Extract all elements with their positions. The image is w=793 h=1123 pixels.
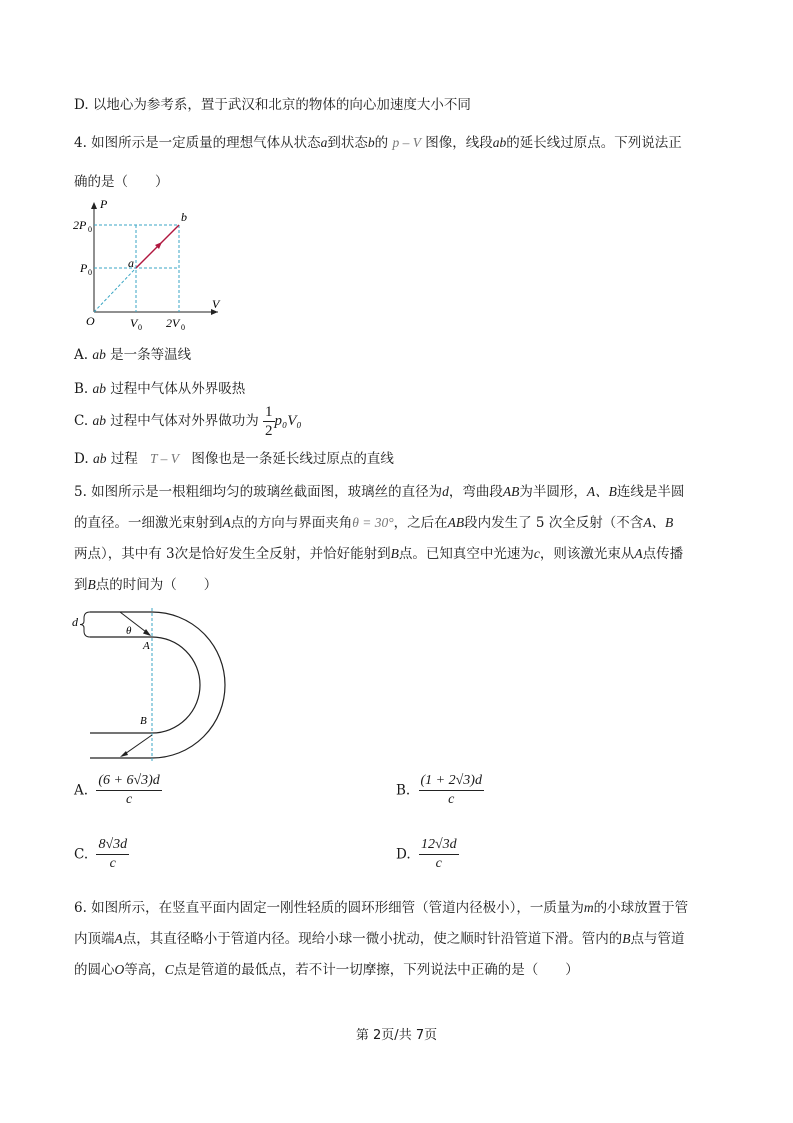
tick-p0: P — [80, 261, 88, 275]
fraction-denominator: c — [109, 856, 116, 871]
q6-text: 点与管道 — [630, 931, 685, 947]
q5-symbol-b: B — [87, 577, 96, 592]
q5-text: ，则该激光束从 — [539, 546, 635, 562]
tv-label: T – V — [150, 451, 180, 466]
tick-v0: V — [130, 316, 138, 330]
q5-symbol-c: c — [533, 546, 540, 561]
q5-text: 点的方向与界面夹角 — [230, 515, 353, 531]
option-text: 过程中气体从外界吸热 — [110, 381, 246, 397]
label-d: d — [72, 615, 78, 629]
q5-symbol-a-b: A、B — [643, 515, 674, 530]
page-footer: 第 2页/共 7页 — [355, 1028, 438, 1043]
option-prefix: D. — [396, 846, 411, 863]
q4-stem-line-2: 确的是（ ） — [74, 174, 169, 190]
fraction-numerator: 1 — [265, 404, 273, 420]
extension-line — [94, 268, 136, 312]
q4-option-b[interactable] — [74, 379, 245, 399]
q5-symbol-a: A — [634, 546, 643, 561]
q6-stem-line-1 — [74, 898, 688, 918]
fraction-denominator: 2 — [265, 423, 273, 439]
fraction-numerator: 8√3d — [96, 836, 129, 855]
q5-text: 到 — [74, 577, 88, 593]
fraction-numerator: (6 + 6√3)d — [96, 772, 161, 791]
label-a: A — [143, 640, 150, 652]
option-prefix: A. — [74, 782, 89, 799]
q4-option-c[interactable] — [74, 403, 302, 440]
q5-stem-line-2 — [74, 513, 673, 533]
option-symbol: ab — [92, 413, 106, 428]
fraction-denominator: c — [125, 792, 133, 807]
q5-symbol-a-b: A、B — [586, 484, 617, 499]
q4-option-d[interactable] — [74, 449, 394, 469]
tick-2v0: 2V — [166, 316, 180, 330]
option-fraction — [96, 772, 161, 809]
q6-text: 内顶端 — [74, 931, 115, 947]
q6-stem-line-3 — [74, 960, 579, 980]
q5-symbol-ab: AB — [447, 515, 465, 530]
q5-text: ，之后在 — [393, 515, 448, 531]
prev-option-d: D. 以地心为参考系，置于武汉和北京的物体的向心加速度大小不同 — [74, 97, 471, 113]
q6-text: 点是管道的最低点，若不计一切摩擦，下列说法中正确的是（ ） — [173, 962, 579, 978]
q4-symbol-b: b — [367, 135, 375, 150]
q5-glass-fiber-figure — [70, 604, 240, 764]
q5-theta-value: θ = 30° — [352, 515, 394, 530]
q4-stem-text: 的 — [374, 135, 389, 151]
q5-symbol-b: B — [390, 546, 399, 561]
tick-2v0-sub: 0 — [181, 323, 185, 332]
q5-option-b[interactable] — [396, 772, 484, 809]
q4-pv-graph — [70, 196, 230, 336]
q4-stem-text: 的延长线过原点。下列说法正 — [506, 135, 682, 151]
q5-stem-line-3 — [74, 544, 683, 564]
q5-text: 的直径。一细激光束射到 — [74, 515, 223, 531]
q6-symbol-m: m — [583, 900, 594, 915]
option-prefix: B. — [396, 782, 411, 799]
q6-symbol-a: A — [114, 931, 123, 946]
option-text: 图像也是一条延长线过原点的直线 — [191, 451, 394, 467]
option-symbol: ab — [92, 381, 107, 396]
axis-label-p: P — [100, 197, 108, 211]
q5-text: 两点），其中有 3次是恰好发生全反射，并恰好能射到 — [74, 546, 391, 562]
origin-label: O — [86, 314, 95, 328]
q4-stem-text: 4. 如图所示是一定质量的理想气体从状态 — [74, 135, 321, 151]
q5-option-d[interactable] — [396, 836, 459, 873]
q6-symbol-b: B — [622, 931, 631, 946]
q5-stem-line-4 — [74, 575, 217, 595]
option-text: 过程中气体对外界做功为 — [110, 413, 259, 429]
q4-option-a[interactable] — [74, 345, 191, 365]
q4-symbol-ab: ab — [492, 135, 507, 150]
q5-text: 5. 如图所示是一根粗细均匀的玻璃丝截面图，玻璃丝的直径为 — [74, 484, 443, 500]
option-fraction — [419, 772, 484, 809]
fraction-denominator: c — [435, 856, 442, 871]
point-b-label: b — [181, 210, 187, 224]
option-prefix: C. — [74, 413, 89, 429]
q5-text: 点。已知真空中光速为 — [398, 546, 534, 562]
option-fraction — [96, 836, 129, 873]
label-b: B — [140, 715, 147, 727]
q4-stem-text: 图像，线段 — [425, 135, 493, 151]
option-symbol: ab — [92, 451, 107, 466]
option-prefix: B. — [74, 381, 89, 397]
option-prefix: A. — [74, 347, 89, 363]
fraction-numerator: 12√3d — [419, 836, 459, 855]
point-a-label: a — [128, 256, 134, 270]
q5-text: ，弯曲段 — [448, 484, 503, 500]
q6-text: 6. 如图所示，在竖直平面内固定一刚性轻质的圆环形细管（管道内径极小），一质量为 — [74, 900, 584, 916]
q5-text: 连线是半圆 — [616, 484, 685, 500]
q6-text: 等高， — [124, 962, 165, 978]
fraction-half — [263, 403, 275, 440]
exit-arrow-icon — [120, 751, 128, 757]
q6-text: 的圆心 — [74, 962, 115, 978]
option-symbol: ab — [92, 347, 106, 362]
option-fraction — [419, 836, 459, 873]
q5-text: 为半圆形， — [519, 484, 587, 500]
q5-option-c[interactable] — [74, 836, 129, 873]
q5-stem-line-1 — [74, 482, 684, 502]
q4-stem-line-1 — [74, 133, 682, 153]
q5-text: 点传播 — [642, 546, 684, 562]
diameter-brace — [80, 612, 90, 637]
work-expression: p₀V₀ — [274, 413, 302, 429]
option-prefix: D. — [74, 451, 89, 467]
tick-p0-sub: 0 — [88, 268, 92, 277]
q6-text: 的小球放置于管 — [593, 900, 689, 916]
q5-option-a[interactable] — [74, 772, 162, 809]
option-text: 过程 — [110, 451, 138, 467]
label-theta: θ — [126, 625, 132, 637]
tick-2p0-sub: 0 — [88, 225, 92, 234]
q5-symbol-d: d — [442, 484, 449, 499]
option-text: 是一条等温线 — [110, 347, 192, 363]
option-prefix: C. — [74, 846, 89, 863]
q6-text: 点，其直径略小于管道内径。现给小球一微小扰动，使之顺时针沿管道下滑。管内的 — [122, 931, 623, 947]
axis-label-v: V — [212, 297, 220, 311]
fraction-denominator: c — [448, 792, 455, 807]
fraction-numerator: (1 + 2√3)d — [419, 772, 484, 791]
q5-symbol-a: A — [222, 515, 231, 530]
q5-symbol-ab: AB — [502, 484, 520, 499]
q5-text: 段内发生了 5 次全反射（不含 — [464, 515, 644, 531]
q6-symbol-o: O — [114, 962, 125, 977]
p-axis-arrow-icon — [91, 202, 97, 209]
q5-text: 点的时间为（ ） — [95, 577, 218, 593]
tick-2p0: 2P — [73, 218, 87, 232]
q4-pv-label: p – V — [392, 135, 421, 150]
tick-v0-sub: 0 — [138, 323, 142, 332]
q6-stem-line-2 — [74, 929, 685, 949]
q4-stem-text: 到状态 — [327, 135, 368, 151]
fiber-outer-wall — [90, 612, 225, 758]
q6-symbol-c: C — [164, 962, 174, 977]
q4-symbol-a: a — [320, 135, 328, 150]
